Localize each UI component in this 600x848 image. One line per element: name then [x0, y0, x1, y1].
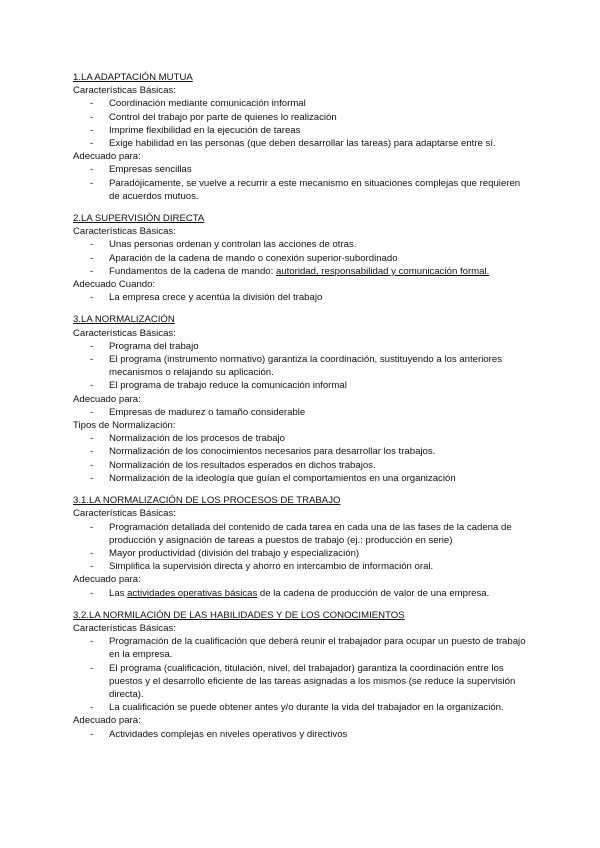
section-label: Características Básicas: [73, 622, 176, 634]
list-item: - Control del trabajo por parte de quienes lo realización [73, 111, 528, 124]
bullet-list [73, 728, 528, 741]
section-normalizacion [73, 313, 528, 485]
list-item: - El programa (instrumento normativo) garantiza la coordinación, sustituyendo a los anteriores mecanismos o relajando su aplicación. [73, 353, 528, 379]
bullet-list [73, 163, 528, 203]
list-item: - Unas personas ordenan y controlan las acciones de otras. [73, 238, 528, 251]
list-item: - Paradójicamente, se vuelve a recurrir a este mecanismo en situaciones complejas que requieren de acuerdos mutuos. [73, 177, 528, 203]
section-heading: 2.LA SUPERVISIÓN DIRECTA [73, 213, 205, 225]
list-item: - El programa (cualificación, titulación, nivel, del trabajador) garantiza la coordinación entre los puestos y el desarrollo eficiente de las tareas asignadas a los mismos (se reduce la supervisión directa). [73, 662, 528, 702]
section-label: Adecuado para: [73, 574, 141, 586]
section-heading: 1.LA ADAPTACIÓN MUTUA [73, 72, 193, 83]
list-item-text: Las [109, 587, 128, 599]
section-label: Características Básicas: [73, 327, 176, 339]
section-label: Adecuado para: [73, 393, 141, 405]
list-item: - Programa del trabajo [73, 340, 528, 353]
section-heading: 3.2.LA NORMILACIÓN DE LAS HABILIDADES Y DE LOS CONOCIMIENTOS [73, 609, 405, 621]
section-label: Características Básicas: [73, 85, 176, 97]
list-item: - Imprime flexibilidad en la ejecución de tareas [73, 124, 528, 137]
bullet-list [73, 238, 528, 278]
bullet-list [73, 406, 528, 419]
section-normalizacion-habilidades [73, 609, 528, 741]
bullet-list [73, 587, 528, 600]
list-item: - Programación de la cualificación que deberá reunir el trabajador para ocupar un puesto de trabajo en la empresa. [73, 635, 528, 661]
underlined-text: actividades operativas básicas [127, 587, 258, 599]
list-item-text: Fundamentos de la cadena de mando: [109, 265, 276, 277]
list-item: - Normalización de los procesos de trabajo [73, 432, 528, 445]
list-item: - Simplifica la supervisión directa y ahorro en intercambio de información oral. [73, 560, 528, 573]
section-normalizacion-procesos [73, 494, 528, 600]
section-supervision-directa [73, 212, 528, 304]
bullet-list [73, 340, 528, 393]
section-label: Características Básicas: [73, 226, 176, 238]
list-item-text: de la cadena de producción de valor de una empresa. [257, 587, 490, 599]
list-item: - La cualificación se puede obtener antes y/o durante la vida del trabajador en la organización. [73, 701, 528, 714]
section-adaptacion-mutua [73, 71, 528, 203]
section-label: Adecuado para: [73, 151, 141, 163]
bullet-list [73, 521, 528, 574]
list-item: - Aparación de la cadena de mando o conexión superior-subordinado [73, 252, 528, 265]
bullet-list [73, 635, 528, 714]
list-item: - Mayor productividad (división del trabajo y especialización) [73, 547, 528, 560]
bullet-list [73, 432, 528, 485]
underlined-text: autoridad, responsabilidad y comunicación formal. [275, 265, 490, 277]
list-item: - Empresas de madurez o tamaño considerable [73, 406, 528, 419]
list-item: - Programación detallada del contenido de cada tarea en cada una de las fases de la cadena de producción y asignación de tareas a puestos de trabajo (ej.: producción en serie) [73, 521, 528, 547]
list-item: - El programa de trabajo reduce la comunicación informal [73, 379, 528, 392]
list-item: - Normalización de los resultados esperados en dichos trabajos. [73, 459, 528, 472]
list-item [73, 265, 528, 278]
bullet-list [73, 97, 528, 150]
section-heading: 3.1.LA NORMALIZACIÓN DE LOS PROCESOS DE TRABAJO [73, 495, 341, 507]
list-item [73, 587, 528, 600]
list-item: - Exige habilidad en las personas (que deben desarrollar las tareas) para adaptarse entre sí. [73, 137, 528, 150]
list-item: - Empresas sencillas [73, 163, 528, 176]
list-item: - Coordinación mediante comunicación informal [73, 97, 528, 110]
bullet-list [73, 291, 528, 304]
section-label: Tipos de Normalización: [73, 420, 176, 432]
section-heading: 3.LA NORMALIZACIÓN [73, 314, 175, 326]
section-label: Características Básicas: [73, 508, 176, 520]
section-label: Adecuado Cuando: [73, 279, 156, 291]
list-item: - Normalización de los conocimientos necesarios para desarrollar los trabajos. [73, 445, 528, 458]
document-content [73, 71, 528, 750]
section-label: Adecuado para: [73, 715, 141, 727]
list-item: - Actividades complejas en niveles operativos y directivos [73, 728, 528, 741]
list-item: - La empresa crece y acentúa la división del trabajo [73, 291, 528, 304]
list-item: - Normalización de la ideología que guían el comportamientos en una organización [73, 472, 528, 485]
